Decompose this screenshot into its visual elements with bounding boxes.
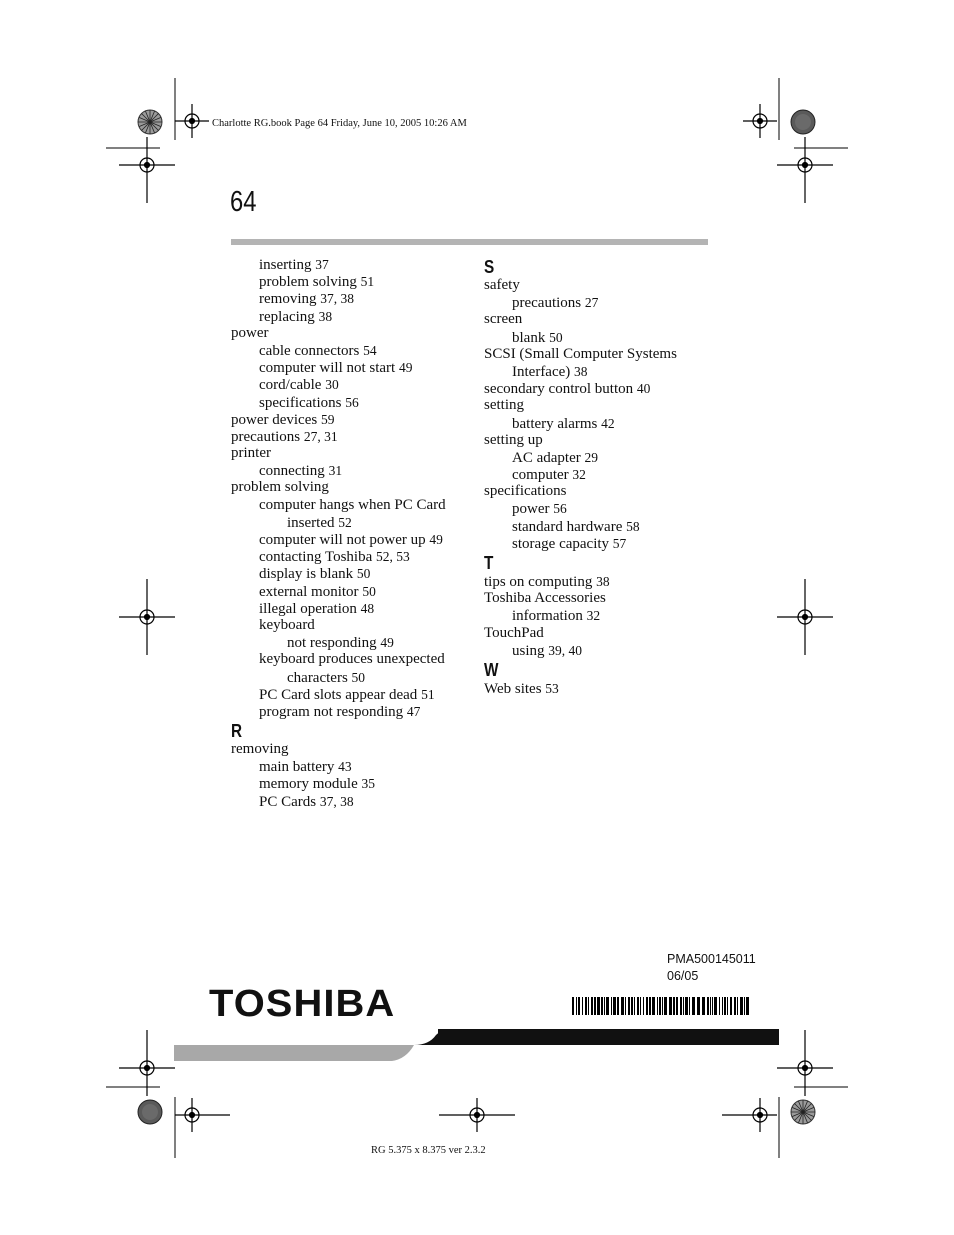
index-page-ref: 49 [380,635,394,651]
header-rule [231,239,708,245]
page-number: 64 [230,186,257,218]
index-entry [231,686,471,703]
index-page-ref: 43 [338,759,352,775]
barcode-bar [591,997,593,1015]
index-page-ref: 47 [406,703,421,719]
index-term: PC Cards [259,793,317,810]
index-term: removing [259,291,317,308]
index-section-letter: S [484,257,495,277]
index-entry [484,329,724,346]
barcode-bar [702,997,705,1015]
index-entry [231,651,471,668]
index-term: safety [484,277,520,293]
index-term: removing [231,741,289,758]
index-entry [231,497,471,514]
index-entry [231,758,471,775]
barcode-bar [588,997,589,1015]
index-page-ref: 50 [362,583,376,599]
index-page-ref: 50 [356,566,371,582]
barcode-bar [697,997,700,1015]
cover-swoosh [174,1029,779,1063]
index-term: specifications [259,394,342,411]
index-entry [231,462,471,479]
barcode-bar [714,997,717,1015]
book-slug: Charlotte RG.book Page 64 Friday, June 10, 2005 10:26 AM [212,118,467,129]
index-term: Toshiba Accessories [484,590,606,607]
barcode-bar [640,997,641,1015]
index-entry [231,411,471,428]
index-column-left [231,256,471,810]
index-term: problem solving [259,274,357,291]
index-term: memory module [259,776,358,793]
index-term: program not responding [259,703,404,720]
index-entry [484,294,724,311]
index-entry [231,703,471,720]
index-term: computer will not power up [259,532,426,548]
index-page-ref: 49 [398,360,413,376]
index-entry [484,607,724,624]
index-page-ref: 59 [320,411,335,427]
index-page-ref: 56 [553,501,567,517]
barcode-bar [664,997,667,1015]
barcode-bar [585,997,587,1015]
index-term: characters [287,669,348,686]
index-entry [231,290,471,307]
index-page-ref: 49 [429,532,443,547]
barcode-bar [604,997,605,1015]
index-term: main battery [259,759,335,776]
index-term: secondary control button [484,381,634,398]
barcode-bar [659,997,661,1015]
index-page-ref: 32 [572,467,586,483]
index-term: tips on computing [484,574,593,590]
index-page-ref: 38 [318,308,333,324]
index-entry [484,449,724,466]
index-page-ref: 50 [351,669,366,685]
index-term: battery alarms [512,415,598,432]
index-term: not responding [287,635,377,652]
barcode-bar [594,997,596,1015]
index-entry [484,535,724,552]
index-page-ref: 31 [328,463,343,479]
index-page-ref: 57 [612,535,627,551]
index-entry [484,432,724,449]
barcode-bar [673,997,675,1015]
index-term: display is blank [259,566,354,583]
index-page-ref: 56 [345,394,359,410]
index-page-ref: 51 [421,686,435,702]
barcode-bar [722,997,723,1015]
barcode-bar [652,997,655,1015]
index-entry [484,680,724,697]
index-term: SCSI (Small Computer Systems [484,345,677,362]
print-date: 06/05 [667,969,699,983]
index-entry [231,428,471,445]
index-term: specifications [484,483,567,500]
index-term: cord/cable [259,377,322,394]
index-entry [484,590,724,607]
index-page-ref: 40 [636,381,651,397]
barcode-bar [707,997,709,1015]
index-page-ref: 39, 40 [548,642,583,658]
barcode-bar [676,997,678,1015]
index-page-ref: 37, 38 [319,793,354,809]
index-term: power devices [231,411,318,428]
index-term: precautions [512,295,582,312]
index-term: computer will not start [259,360,396,377]
index-term: problem solving [231,479,329,496]
barcode-bar [611,997,612,1015]
index-entry [231,793,471,810]
index-term: replacing [259,308,315,325]
index-term: Web sites [484,680,542,697]
index-entry [231,359,471,376]
barcode-bar [692,997,695,1015]
index-entry [231,256,471,273]
index-entry [231,394,471,411]
barcode-bar [634,997,635,1015]
barcode-bar [578,997,580,1015]
barcode-bar [597,997,600,1015]
index-term: precautions [231,428,301,445]
index-entry [231,634,471,651]
index-page-ref: 35 [361,776,375,792]
index-entry [231,376,471,393]
index-page-ref: 30 [325,377,339,393]
barcode-bar [737,997,738,1015]
barcode-bar [637,997,639,1015]
index-page-ref: 58 [626,518,640,534]
part-number: PMA500145011 [667,952,756,966]
index-term: power [512,501,550,518]
barcode-bar [740,997,743,1015]
index-entry [484,573,724,590]
index-entry [231,479,471,496]
index-term: external monitor [259,583,359,600]
index-entry [484,466,724,483]
index-entry [231,308,471,325]
index-term: cable connectors [259,342,360,359]
index-term: Interface) [512,363,571,380]
index-term: inserted [287,514,335,531]
barcode-bar [719,997,720,1015]
barcode-bar [621,997,624,1015]
index-entry [231,600,471,617]
index-term: storage capacity [512,535,610,552]
barcode-bar [744,997,745,1015]
index-entry [231,669,471,686]
barcode-bar [724,997,726,1015]
index-section-letter: W [484,659,499,680]
index-term: blank [512,329,546,346]
barcode-bar [657,997,658,1015]
index-entry [484,500,724,517]
barcode-bar [606,997,609,1015]
index-term: computer [512,467,569,484]
index-entry [484,311,724,328]
index-term: keyboard produces unexpected [259,651,445,668]
barcode-bar [617,997,619,1015]
index-entry [231,445,471,462]
index-entry [231,583,471,600]
index-page-ref: 52 [338,514,352,530]
barcode-bar [689,997,690,1015]
barcode-bar [646,997,648,1015]
index-entry [484,483,724,500]
barcode-bar [746,997,749,1015]
barcode-bar [643,997,644,1015]
index-page-ref: 27 [584,295,599,311]
barcode-bar [572,997,574,1015]
index-page-ref: 53 [545,680,559,696]
barcode-bar [649,997,651,1015]
barcode-bar [727,997,728,1015]
barcode-bar [683,997,684,1015]
index-page-ref: 51 [360,274,375,290]
index-section-letter: T [484,553,494,573]
index-entry [231,617,471,634]
index-term: using [512,642,545,659]
index-page-ref: 50 [549,329,563,345]
barcode-bar [631,997,633,1015]
index-page-ref: 42 [601,415,615,431]
index-term: screen [484,311,523,328]
part-number-block [667,951,756,985]
index-entry [231,775,471,792]
index-page-ref: 48 [360,600,375,616]
index-page-ref: 37, 38 [320,291,354,307]
barcode-bar [669,997,672,1015]
index-term: information [512,608,583,625]
footer-version: RG 5.375 x 8.375 ver 2.3.2 [371,1145,486,1156]
index-page-ref: 37 [315,257,329,272]
barcode-bar [685,997,688,1015]
index-term: power [231,324,269,341]
index-entry [484,363,724,380]
barcode-bar [613,997,616,1015]
index-entry [484,625,724,642]
barcode-bar [601,997,603,1015]
barcode-bar [625,997,626,1015]
index-term: setting up [484,431,543,448]
index-page-ref: 54 [363,342,377,358]
index-term: illegal operation [259,600,357,617]
index-term: standard hardware [512,518,623,535]
barcode-bar [628,997,630,1015]
index-term: AC adapter [512,449,581,466]
index-entry [231,531,471,548]
barcode-bar [582,997,583,1015]
index-entry [231,325,471,342]
index-entry [231,741,471,758]
index-entry [231,565,471,582]
index-entry [484,346,724,363]
barcode-bar [662,997,663,1015]
index-term: contacting Toshiba [259,549,373,566]
index-term: PC Card slots appear dead [259,686,418,703]
index-term: TouchPad [484,624,544,641]
index-column-right [484,256,724,697]
index-term: keyboard [259,616,315,633]
index-term: connecting [259,463,325,480]
index-entry [484,518,724,535]
barcode-bar [712,997,713,1015]
index-entry [231,273,471,290]
toshiba-logo: TOSHIBA [209,983,396,1025]
index-term: printer [231,445,271,462]
barcode-bar [730,997,732,1015]
index-page-ref: 32 [586,608,601,624]
index-page-ref: 38 [596,574,610,589]
barcode-bar [710,997,711,1015]
index-term: setting [484,397,524,414]
index-entry [484,415,724,432]
index-page-ref: 38 [574,363,588,379]
index-entry [484,277,724,294]
index-page-ref: 52, 53 [375,549,410,565]
index-term: computer hangs when PC Card [259,496,446,513]
barcode-bar [680,997,682,1015]
index-entry [484,397,724,414]
index-page-ref: 27, 31 [303,428,338,444]
index-entry [484,380,724,397]
index-entry [231,514,471,531]
index-entry [231,342,471,359]
index-term: inserting [259,257,312,273]
barcode-bar [734,997,736,1015]
index-page-ref: 29 [584,449,598,465]
index-entry [484,642,724,659]
barcode [572,997,752,1015]
barcode-bar [576,997,577,1015]
index-entry [231,548,471,565]
index-section-letter: R [231,721,243,742]
